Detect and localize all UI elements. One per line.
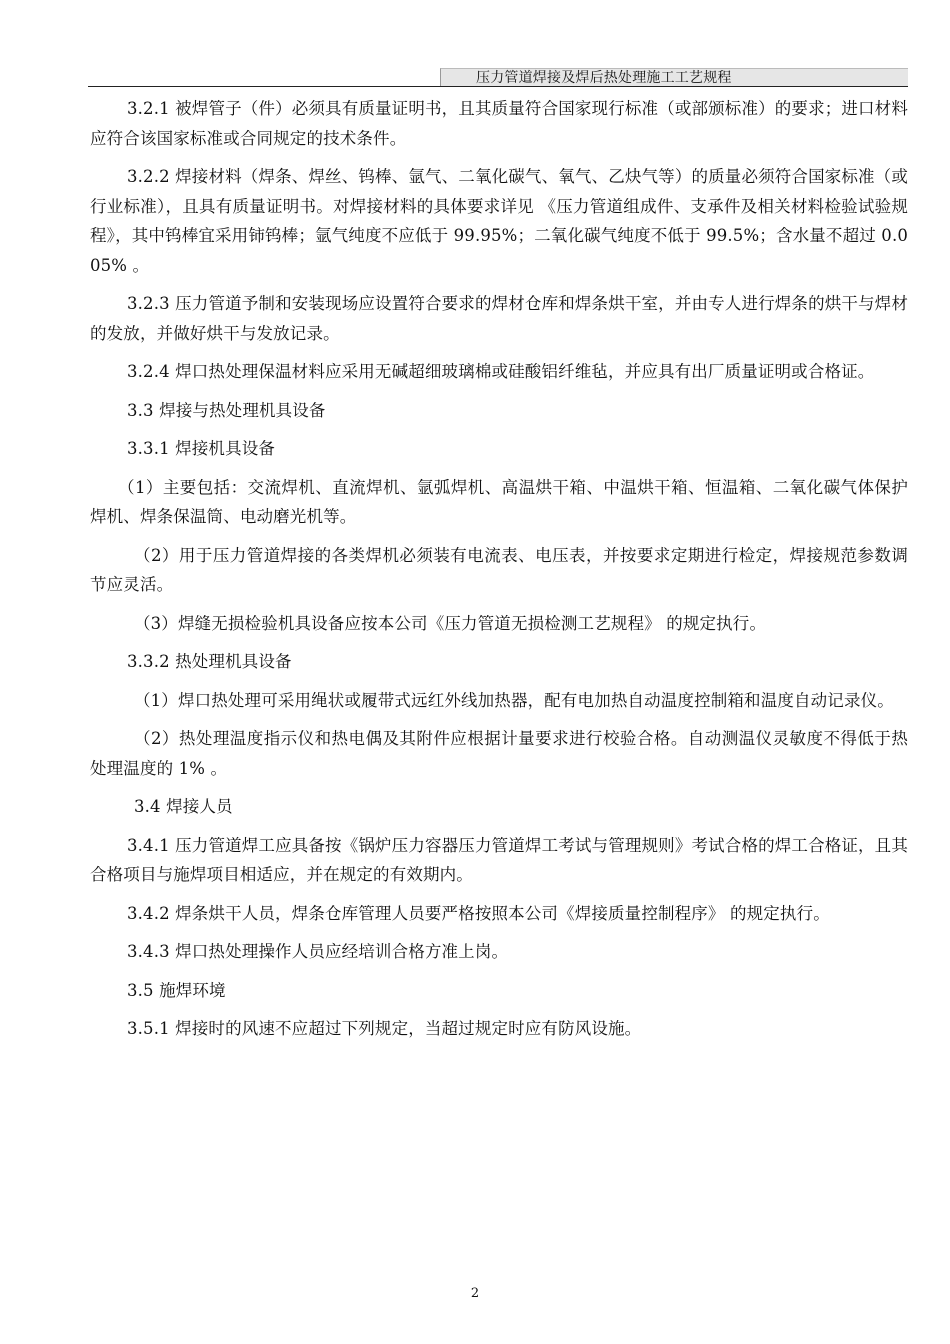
document-header-title: 压力管道焊接及焊后热处理施工工艺规程: [476, 70, 732, 86]
paragraph-3-2-2: 3.2.2 焊接材料（焊条、焊丝、钨棒、氩气、二氧化碳气、氧气、乙炔气等）的质量必须符合国家标准（或行业标准），且具有质量证明书。对焊接材料的具体要求详见 《压力管道组成件、支承件及相关材料检验试验规程》，其中钨棒宜采用铈钨棒；氩气纯度不应低于 99.95%；二氧化碳气纯度不低于 99.5%；含水量不超过 0.005% 。: [90, 167, 908, 275]
list-item-3-3-2-2: （2）热处理温度指示仪和热电偶及其附件应根据计量要求进行校验合格。自动测温仪灵敏度不得低于热处理温度的 1% 。: [90, 729, 908, 778]
header-divider: [88, 86, 908, 87]
paragraph-3-2-1: 3.2.1 被焊管子（件）必须具有质量证明书，且其质量符合国家现行标准（或部颁标准）的要求；进口材料应符合该国家标准或合同规定的技术条件。: [90, 99, 908, 148]
paragraph-3-5-1: 3.5.1 焊接时的风速不应超过下列规定，当超过规定时应有防风设施。: [127, 1019, 642, 1038]
heading-3-4: 3.4 焊接人员: [134, 797, 233, 816]
paragraph-3-4-1: 3.4.1 压力管道焊工应具备按《锅炉压力容器压力管道焊工考试与管理规则》考试合格的焊工合格证，且其合格项目与施焊项目相适应，并在规定的有效期内。: [90, 835, 908, 884]
paragraph-3-2-3: 3.2.3 压力管道予制和安装现场应设置符合要求的焊材仓库和焊条烘干室，并由专人进行焊条的烘干与焊材的发放，并做好烘干与发放记录。: [90, 294, 908, 343]
heading-3-3-2: 3.3.2 热处理机具设备: [127, 652, 292, 671]
paragraph-3-2-4: 3.2.4 焊口热处理保温材料应采用无碱超细玻璃棉或硅酸铝纤维毡，并应具有出厂质量证明或合格证。: [127, 362, 875, 381]
heading-3-3: 3.3 焊接与热处理机具设备: [127, 400, 326, 420]
document-body: [90, 94, 908, 1053]
heading-3-5: 3.5 施焊环境: [127, 980, 226, 1000]
list-item-3-3-1-2: （2）用于压力管道焊接的各类焊机必须装有电流表、电压表，并按要求定期进行检定，焊接规范参数调节应灵活。: [90, 545, 908, 594]
list-item-3-3-1-1: （1）主要包括：交流焊机、直流焊机、氩弧焊机、高温烘干箱、中温烘干箱、恒温箱、二氧化碳气体保护焊机、焊条保温筒、电动磨光机等。: [90, 477, 908, 526]
list-item-3-3-2-1: （1）焊口热处理可采用绳状或履带式远红外线加热器，配有电加热自动温度控制箱和温度自动记录仪。: [134, 690, 894, 710]
list-item-3-3-1-3: （3）焊缝无损检验机具设备应按本公司《压力管道无损检测工艺规程》 的规定执行。: [134, 613, 767, 633]
heading-3-3-1: 3.3.1 焊接机具设备: [127, 439, 276, 458]
page-number: 2: [470, 1286, 480, 1301]
paragraph-3-4-3: 3.4.3 焊口热处理操作人员应经培训合格方准上岗。: [127, 942, 509, 961]
paragraph-3-4-2: 3.4.2 焊条烘干人员，焊条仓库管理人员要严格按照本公司《焊接质量控制程序》 的规定执行。: [127, 903, 830, 923]
